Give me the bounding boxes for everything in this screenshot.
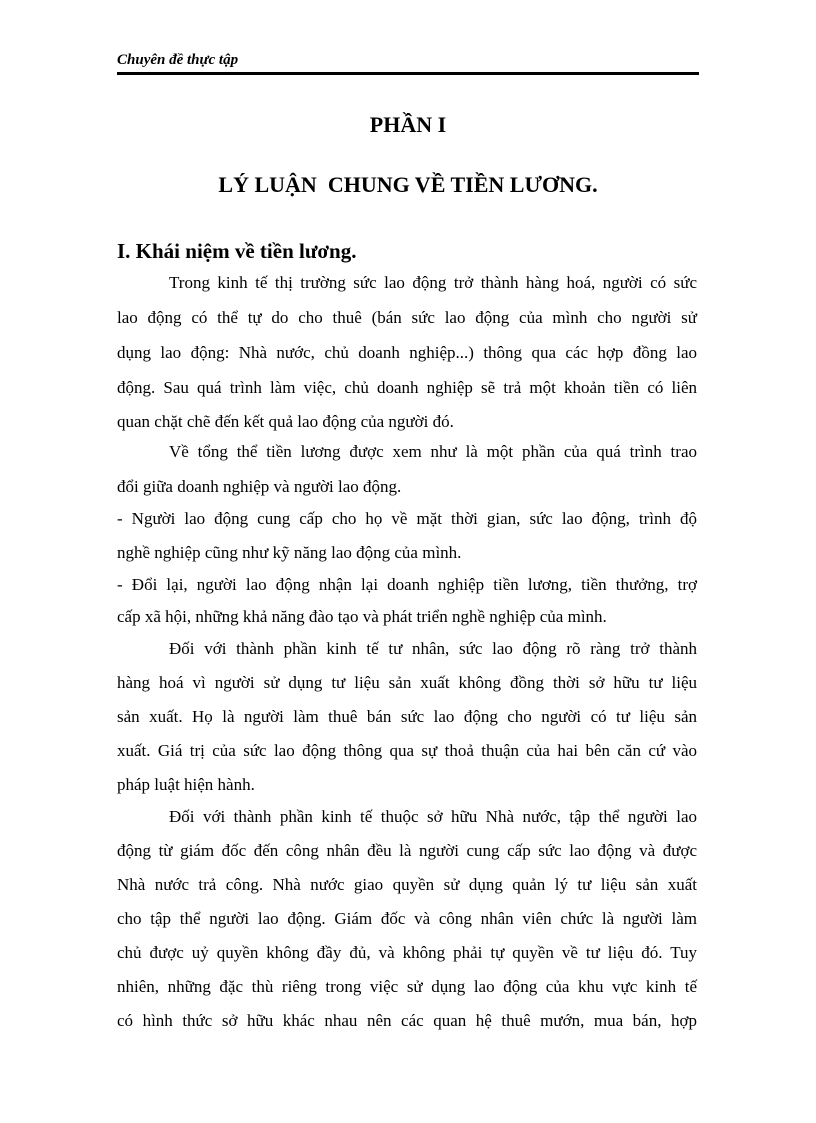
body-line: Nhà nước trả công. Nhà nước giao quyền sử dụng quản lý tư liệu sản xuất xyxy=(117,875,697,894)
body-line: nhiên, những đặc thù riêng trong việc sử dụng lao động của khu vực kinh tế xyxy=(117,977,697,996)
body-line: nghề nghiệp cũng như kỹ năng lao động của mình. xyxy=(117,543,462,562)
body-line: dụng lao động: Nhà nước, chủ doanh nghiệp...) thông qua các hợp đồng lao xyxy=(117,343,697,362)
body-line: Về tổng thể tiền lương được xem như là một phần của quá trình trao xyxy=(169,442,697,461)
body-line: có hình thức sở hữu khác nhau nên các quan hệ thuê mướn, mua bán, hợp xyxy=(117,1011,697,1030)
body-line: đổi giữa doanh nghiệp và người lao động. xyxy=(117,477,402,496)
body-line: sản xuất. Họ là người làm thuê bán sức lao động cho người có tư liệu sản xyxy=(117,707,697,726)
body-line: chủ được uỷ quyền không đầy đủ, và không phải tự quyền về tư liệu đó. Tuy xyxy=(117,943,697,962)
body-line: quan chặt chẽ đến kết quả lao động của người đó. xyxy=(117,412,454,431)
body-line: pháp luật hiện hành. xyxy=(117,775,255,794)
body-line: - Đổi lại, người lao động nhận lại doanh nghiệp tiền lương, tiền thưởng, trợ xyxy=(117,575,697,594)
body-line: Trong kinh tế thị trường sức lao động trở thành hàng hoá, người có sức xyxy=(169,273,697,292)
body-line: động. Sau quá trình làm việc, chủ doanh nghiệp sẽ trả một khoản tiền có liên xyxy=(117,378,697,397)
running-header-title: Chuyên đề thực tập xyxy=(117,52,239,68)
chapter-title: LÝ LUẬN CHUNG VỀ TIỀN LƯƠNG. xyxy=(218,172,598,197)
section-heading: I. Khái niệm về tiền lương. xyxy=(117,239,357,263)
running-header xyxy=(117,48,699,75)
body-line: cấp xã hội, những khả năng đào tạo và phát triển nghề nghiệp của mình. xyxy=(117,607,607,626)
part-title: PHẦN I xyxy=(369,112,447,137)
body-line: xuất. Giá trị của sức lao động thông qua sự thoả thuận của hai bên căn cứ vào xyxy=(117,741,697,760)
body-line: - Người lao động cung cấp cho họ về mặt thời gian, sức lao động, trình độ xyxy=(117,509,697,528)
body-line: động từ giám đốc đến công nhân đều là người cung cấp sức lao động và được xyxy=(117,841,697,860)
body-line: cho tập thể người lao động. Giám đốc và công nhân viên chức là người làm xyxy=(117,909,697,928)
body-line: lao động có thể tự do cho thuê (bán sức lao động của mình cho người sử xyxy=(117,308,697,327)
body-line: hàng hoá vì người sử dụng tư liệu sản xuất không đồng thời sở hữu tư liệu xyxy=(117,673,697,692)
body-line: Đối với thành phần kinh tế tư nhân, sức lao động rõ ràng trở thành xyxy=(169,639,697,658)
body-line: Đối với thành phần kinh tế thuộc sở hữu Nhà nước, tập thể người lao xyxy=(169,807,697,826)
